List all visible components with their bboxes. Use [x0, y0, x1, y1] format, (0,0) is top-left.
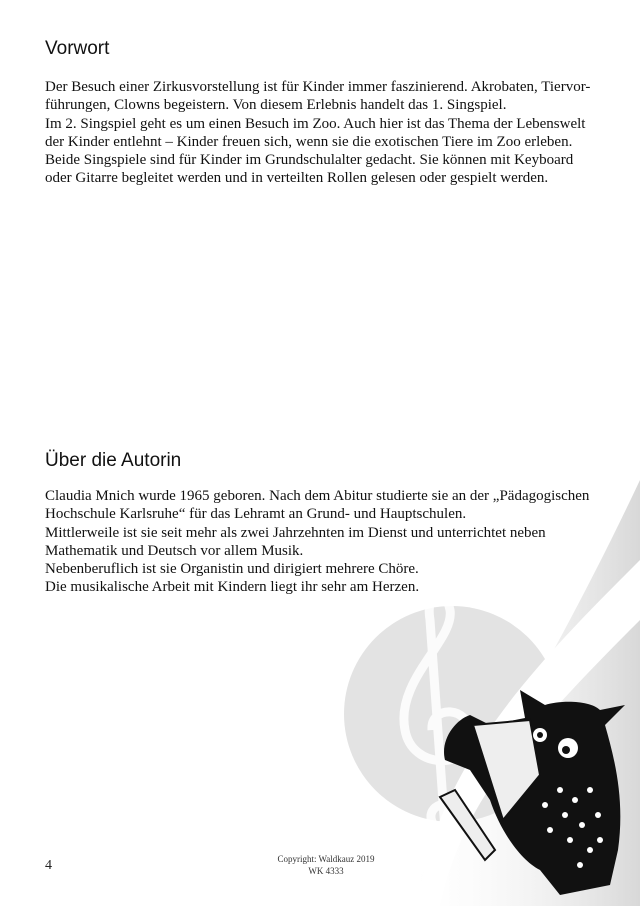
author-heading: Über die Autorin [45, 450, 182, 471]
text-line: Hochschule Karlsruhe“ für das Lehramt an Grund- und Hauptschulen. [45, 506, 467, 523]
text-line: Der Besuch einer Zirkusvorstellung ist für Kinder immer faszinierend. Akrobaten, Tiervor- [45, 79, 591, 95]
text-line: Mittlerweile ist sie seit mehr als zwei Jahrzehnten im Dienst und unterrichtet neben [45, 524, 546, 541]
text-line: oder Gitarre begleitet werden und in verteilten Rollen gelesen oder gespielt werden. [45, 170, 549, 187]
page-number: 4 [45, 858, 52, 873]
catalog-number: WK 4333 [308, 866, 344, 876]
text-line: Beide Singspiele sind für Kinder im Grundschulalter gedacht. Sie können mit Keyboard [45, 152, 574, 169]
text-line: führungen, Clowns begeistern. Von diesem Erlebnis handelt das 1. Singspiel. [45, 97, 507, 114]
copyright-footer [226, 853, 426, 877]
author-text [45, 487, 625, 597]
text-line: der Kinder entlehnt – Kinder freuen sich, wenn sie die exotischen Tiere im Zoo erleben. [45, 133, 573, 150]
foreword-text [45, 78, 625, 188]
copyright-text: Copyright: Waldkauz 2019 [277, 854, 375, 864]
text-line: Claudia Mnich wurde 1965 geboren. Nach dem Abitur studierte sie an der „Pädagogischen [45, 488, 590, 504]
text-line: Die musikalische Arbeit mit Kindern liegt ihr sehr am Herzen. [45, 579, 420, 596]
foreword-heading: Vorwort [45, 38, 110, 59]
text-line: Mathematik und Deutsch vor allem Musik. [45, 542, 304, 559]
text-line: Nebenberuflich ist sie Organistin und dirigiert mehrere Chöre. [45, 561, 419, 578]
text-line: Im 2. Singspiel geht es um einen Besuch im Zoo. Auch hier ist das Thema der Lebenswelt [45, 115, 586, 132]
